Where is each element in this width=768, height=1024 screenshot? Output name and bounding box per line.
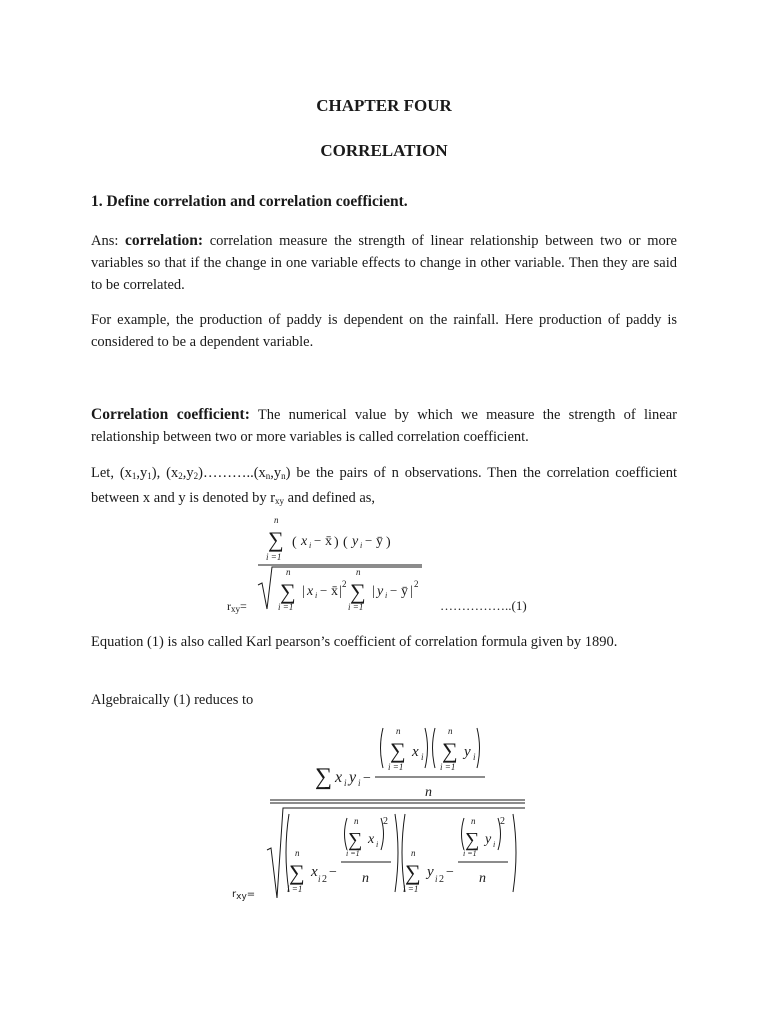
equation-note: Equation (1) is also called Karl pearson’s coefficient of correlation formula given by 1890. xyxy=(91,634,618,650)
svg-text:i: i xyxy=(309,541,312,550)
svg-text:x: x xyxy=(412,744,419,760)
svg-text:i: i xyxy=(358,778,361,788)
svg-text:−: − xyxy=(363,771,371,786)
svg-text:∑: ∑ xyxy=(348,829,363,851)
svg-text:−: − xyxy=(446,865,454,880)
svg-text:x̄: x̄ xyxy=(325,534,332,549)
svg-text:ȳ: ȳ xyxy=(401,584,408,599)
section-title: CORRELATION xyxy=(320,141,448,160)
svg-text:∑: ∑ xyxy=(268,527,284,552)
svg-text:y: y xyxy=(352,534,359,549)
svg-text:2: 2 xyxy=(414,579,419,589)
let-pairs-end: ) be the pairs of n observations. Then the correlation coefficient between x and y is denoted by r xyxy=(91,465,677,506)
let-start: Let, (x xyxy=(91,465,132,481)
svg-text:2: 2 xyxy=(439,874,444,885)
svg-text:): ) xyxy=(386,535,391,550)
svg-text:i: i xyxy=(360,541,363,550)
svg-text:i: i xyxy=(435,874,438,884)
answer-prefix: Ans: xyxy=(91,233,126,249)
formula2-label: $r_{xy}=$ xyxy=(232,889,256,902)
svg-text:−: − xyxy=(314,533,322,548)
svg-text:i =1: i =1 xyxy=(287,884,303,894)
svg-text:x: x xyxy=(368,832,375,847)
svg-text:i =1: i =1 xyxy=(403,884,419,894)
svg-text:|: | xyxy=(339,584,342,599)
pearson-formula xyxy=(250,515,440,615)
svg-text:i =1: i =1 xyxy=(348,602,364,612)
let-paragraph: Let, $(x_1,y_1)$, $(x_2,y_2)\dots\dots\dots..(x_n,y_n)$ be the pairs of n observations. Then the correlation coefficient between x and y is denoted by $r_{xy}$ and defined as, xyxy=(91,465,677,506)
answer-paragraph xyxy=(91,230,677,296)
svg-text:−: − xyxy=(329,865,337,880)
svg-text:): ) xyxy=(334,535,339,550)
svg-text:2: 2 xyxy=(322,874,327,885)
svg-text:y: y xyxy=(377,584,384,599)
svg-text:∑: ∑ xyxy=(280,579,296,604)
svg-text:i: i xyxy=(385,591,388,600)
coefficient-paragraph xyxy=(91,404,677,448)
svg-text:x: x xyxy=(311,864,318,880)
svg-text:n: n xyxy=(286,567,291,577)
svg-text:i =1: i =1 xyxy=(388,762,404,772)
svg-text:∑: ∑ xyxy=(442,738,458,763)
svg-text:i =1: i =1 xyxy=(266,552,282,562)
svg-text:i =1: i =1 xyxy=(440,762,456,772)
svg-text:2: 2 xyxy=(383,816,388,827)
svg-text:∑: ∑ xyxy=(315,764,333,790)
answer-text: correlation measure the strength of linear relationship between two or more variables so that if the change in one variable effects to change in other variable. Then they are said to be correlated. xyxy=(91,233,677,293)
svg-text:|: | xyxy=(302,584,305,599)
svg-text:i: i xyxy=(493,840,496,849)
svg-text:n: n xyxy=(411,848,416,858)
svg-text:i: i xyxy=(344,778,347,788)
formula1-label: $r_{xy}=$ xyxy=(227,599,247,614)
svg-text:i: i xyxy=(315,591,318,600)
example-paragraph: For example, the production of paddy is dependent on the rainfall. Here production of paddy is considered to be a dependent variable. xyxy=(91,312,677,350)
equation-reference: ……………..(1) xyxy=(440,598,527,613)
svg-text:−: − xyxy=(390,583,398,598)
svg-text:n: n xyxy=(295,848,300,858)
svg-text:i =1: i =1 xyxy=(346,849,360,858)
svg-text:−: − xyxy=(365,533,373,548)
svg-text:x: x xyxy=(335,769,343,786)
svg-text:i: i xyxy=(421,752,424,762)
svg-text:y: y xyxy=(349,769,357,786)
algebraic-note: Algebraically (1) reduces to xyxy=(91,692,254,708)
svg-text:x: x xyxy=(307,584,314,599)
svg-text:x: x xyxy=(301,534,308,549)
svg-text:−: − xyxy=(320,583,328,598)
svg-text:y: y xyxy=(427,864,434,880)
svg-text:|: | xyxy=(372,584,375,599)
coefficient-term: Correlation coefficient: xyxy=(91,406,250,423)
svg-text:x̄: x̄ xyxy=(331,584,338,599)
svg-text:∑: ∑ xyxy=(405,860,421,885)
svg-text:∑: ∑ xyxy=(465,829,480,851)
let-end: and defined as, xyxy=(284,490,376,506)
svg-text:2: 2 xyxy=(342,579,347,589)
computational-formula xyxy=(255,722,535,902)
question-heading: 1. Define correlation and correlation coefficient. xyxy=(91,193,408,210)
answer-term: correlation: xyxy=(125,232,204,249)
coefficient-text: The numerical value by which we measure the strength of linear relationship between two or more variables is called correlation coefficient. xyxy=(91,407,677,445)
svg-text:2: 2 xyxy=(500,816,505,827)
svg-text:n: n xyxy=(354,816,359,826)
svg-text:(: ( xyxy=(292,535,297,550)
svg-text:n: n xyxy=(356,567,361,577)
svg-text:i: i xyxy=(376,840,379,849)
chapter-title: CHAPTER FOUR xyxy=(316,96,452,115)
svg-text:n: n xyxy=(448,726,453,736)
svg-text:n: n xyxy=(479,871,486,886)
svg-text:n: n xyxy=(396,726,401,736)
svg-text:y: y xyxy=(464,744,471,760)
svg-text:i: i xyxy=(318,874,321,884)
svg-text:ȳ: ȳ xyxy=(376,534,383,549)
svg-text:∑: ∑ xyxy=(289,860,305,885)
svg-text:i =1: i =1 xyxy=(463,849,477,858)
svg-text:y: y xyxy=(485,832,492,847)
svg-text:n: n xyxy=(362,871,369,886)
svg-text:n: n xyxy=(425,785,432,800)
svg-text:n: n xyxy=(274,515,279,525)
svg-text:i: i xyxy=(473,752,476,762)
svg-text:∑: ∑ xyxy=(390,738,406,763)
svg-text:i =1: i =1 xyxy=(278,602,294,612)
svg-text:(: ( xyxy=(343,535,348,550)
svg-text:∑: ∑ xyxy=(350,579,366,604)
svg-text:n: n xyxy=(471,816,476,826)
svg-text:|: | xyxy=(410,584,413,599)
